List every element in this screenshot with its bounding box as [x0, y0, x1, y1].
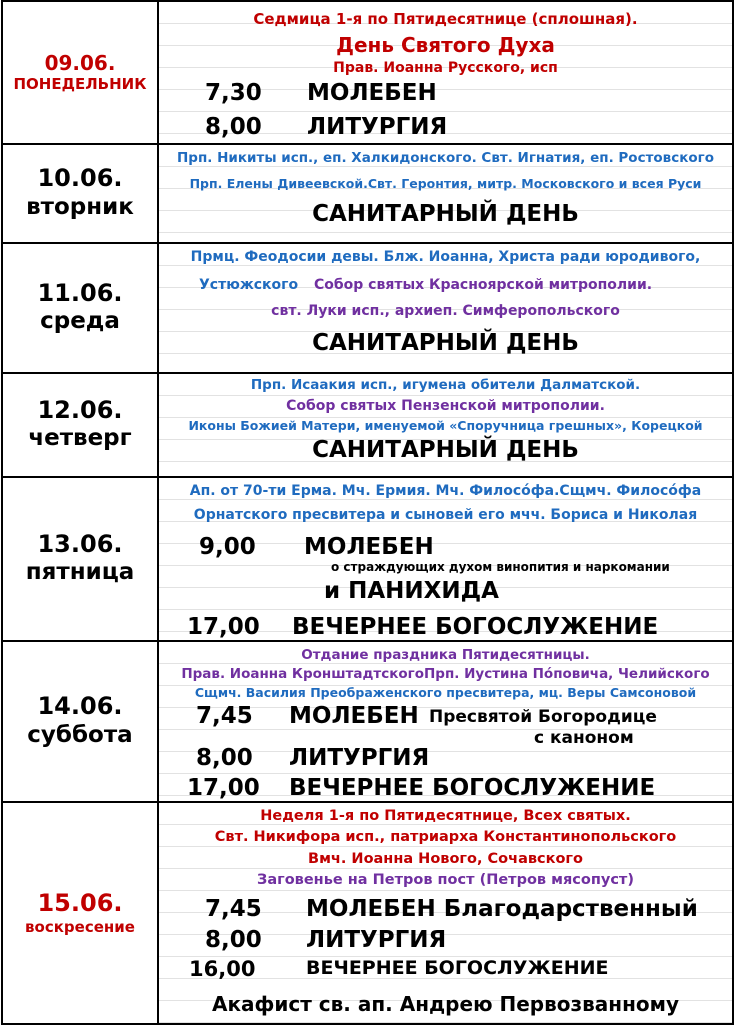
schedule-table: [1, 0, 734, 1026]
service-name: ВЕЧЕРНЕЕ БОГОСЛУЖЕНИЕ: [289, 775, 656, 801]
service-extra: и ПАНИХИДА: [324, 578, 499, 604]
service-note: Пресвятой Богородице: [429, 707, 657, 727]
day-row-0906: [1, 0, 734, 143]
day-content: [159, 145, 732, 242]
saint-line: Прп. Елены Дивеевской.Свт. Геронтия, митр. Московского и всея Руси: [189, 176, 702, 191]
service-name: ВЕЧЕРНЕЕ БОГОСЛУЖЕНИЕ: [306, 957, 609, 979]
service-time: 7,30: [205, 80, 262, 106]
service-name: МОЛЕБЕН: [304, 534, 434, 560]
service-name: МОЛЕБЕН: [289, 703, 419, 729]
day-row-1406: [1, 640, 734, 801]
service-time: 17,00: [187, 775, 260, 801]
sanitary-day: САНИТАРНЫЙ ДЕНЬ: [312, 201, 579, 227]
saint-line: Прмц. Феодосии девы. Блж. Иоанна, Христа ради юродивого,: [190, 249, 701, 265]
weekday: среда: [40, 308, 120, 335]
service-time: 16,00: [189, 957, 256, 981]
weekday: воскресение: [25, 917, 135, 936]
service-time: 8,00: [205, 114, 262, 140]
date-cell: [3, 803, 159, 1023]
weekday: суббота: [27, 721, 133, 748]
day-content: [159, 374, 732, 476]
service-time: 8,00: [196, 745, 253, 771]
service-name: МОЛЕБЕН Благодарственный: [306, 896, 698, 922]
day-row-1306: [1, 476, 734, 640]
saint-line: свт. Луки исп., архиеп. Симферопольского: [271, 303, 620, 319]
service-time: 9,00: [199, 534, 256, 560]
day-row-1206: [1, 372, 734, 476]
date-cell: [3, 244, 159, 372]
date: 09.06.: [44, 50, 116, 75]
saint-line: Прав. Иоанна Русского, исп: [333, 60, 558, 76]
day-row-1006: [1, 143, 734, 242]
service-note: о страждующих духом винопития и наркомании: [331, 560, 670, 574]
feast-title: День Святого Духа: [336, 33, 555, 57]
day-content: [159, 2, 732, 143]
sanitary-day: САНИТАРНЫЙ ДЕНЬ: [312, 437, 579, 463]
weekday: пятница: [25, 559, 135, 586]
date-cell: [3, 145, 159, 242]
service-name: ЛИТУРГИЯ: [306, 927, 447, 953]
day-content: [159, 244, 732, 372]
saint-line: Вмч. Иоанна Нового, Сочавского: [308, 851, 583, 867]
saint-line: Неделя 1-я по Пятидесятнице, Всех святых.: [260, 808, 631, 824]
date-cell: [3, 2, 159, 143]
saint-line: Устюжского: [199, 277, 299, 293]
weekday: четверг: [28, 425, 132, 452]
saint-line: Прав. Иоанна КронштадтскогоПрп. Иустина По́повича, Челийского: [181, 666, 710, 682]
akathist: Акафист св. ап. Андрею Первозванному: [211, 992, 680, 1016]
date: 15.06.: [37, 888, 123, 917]
weekday: вторник: [26, 193, 134, 220]
sanitary-day: САНИТАРНЫЙ ДЕНЬ: [312, 330, 579, 356]
saint-line: Собор святых Пензенской митрополии.: [286, 398, 605, 414]
service-time: 17,00: [187, 614, 260, 640]
saint-line: Сщмч. Василия Преображенского пресвитера, мц. Веры Самсоновой: [194, 685, 697, 700]
service-time: 8,00: [205, 927, 262, 953]
weekday: ПОНЕДЕЛЬНИК: [13, 74, 147, 93]
day-row-1106: [1, 242, 734, 372]
date: 11.06.: [37, 278, 123, 307]
service-name: ВЕЧЕРНЕЕ БОГОСЛУЖЕНИЕ: [292, 614, 659, 640]
service-name: ЛИТУРГИЯ: [289, 745, 430, 771]
service-name: ЛИТУРГИЯ: [307, 114, 448, 140]
saint-line: Седмица 1-я по Пятидесятнице (сплошная).: [253, 10, 638, 28]
day-content: [159, 478, 732, 640]
saint-line: Собор святых Красноярской митрополии.: [314, 277, 653, 293]
service-time: 7,45: [196, 703, 253, 729]
day-row-1506: [1, 801, 734, 1025]
date: 14.06.: [37, 692, 123, 721]
saint-line: Орнатского пресвитера и сыновей его мчч. Бориса и Николая: [193, 507, 698, 523]
date: 10.06.: [37, 164, 123, 193]
service-time: 7,45: [205, 896, 262, 922]
service-name: МОЛЕБЕН: [307, 80, 437, 106]
saint-line: Иконы Божией Матери, именуемой «Споручница грешных», Корецкой: [188, 418, 703, 433]
date-cell: [3, 374, 159, 476]
saint-line: Заговенье на Петров пост (Петров мясопуст): [257, 872, 634, 888]
day-content: [159, 642, 732, 801]
day-content: [159, 803, 732, 1023]
saint-line: Ап. от 70-ти Ерма. Мч. Ермия. Мч. Филосо́фа.Сщмч. Филосо́фа: [189, 483, 702, 499]
date: 12.06.: [37, 395, 123, 424]
date-cell: [3, 478, 159, 640]
service-note: с каноном: [534, 728, 634, 748]
saint-line: Отдание праздника Пятидесятницы.: [301, 647, 590, 663]
saint-line: Свт. Никифора исп., патриарха Константинопольского: [214, 829, 677, 845]
date: 13.06.: [37, 529, 123, 558]
saint-line: Прп. Исаакия исп., игумена обители Далматской.: [250, 377, 641, 393]
saint-line: Прп. Никиты исп., еп. Халкидонского. Свт. Игнатия, еп. Ростовского: [177, 150, 714, 166]
date-cell: [3, 642, 159, 801]
